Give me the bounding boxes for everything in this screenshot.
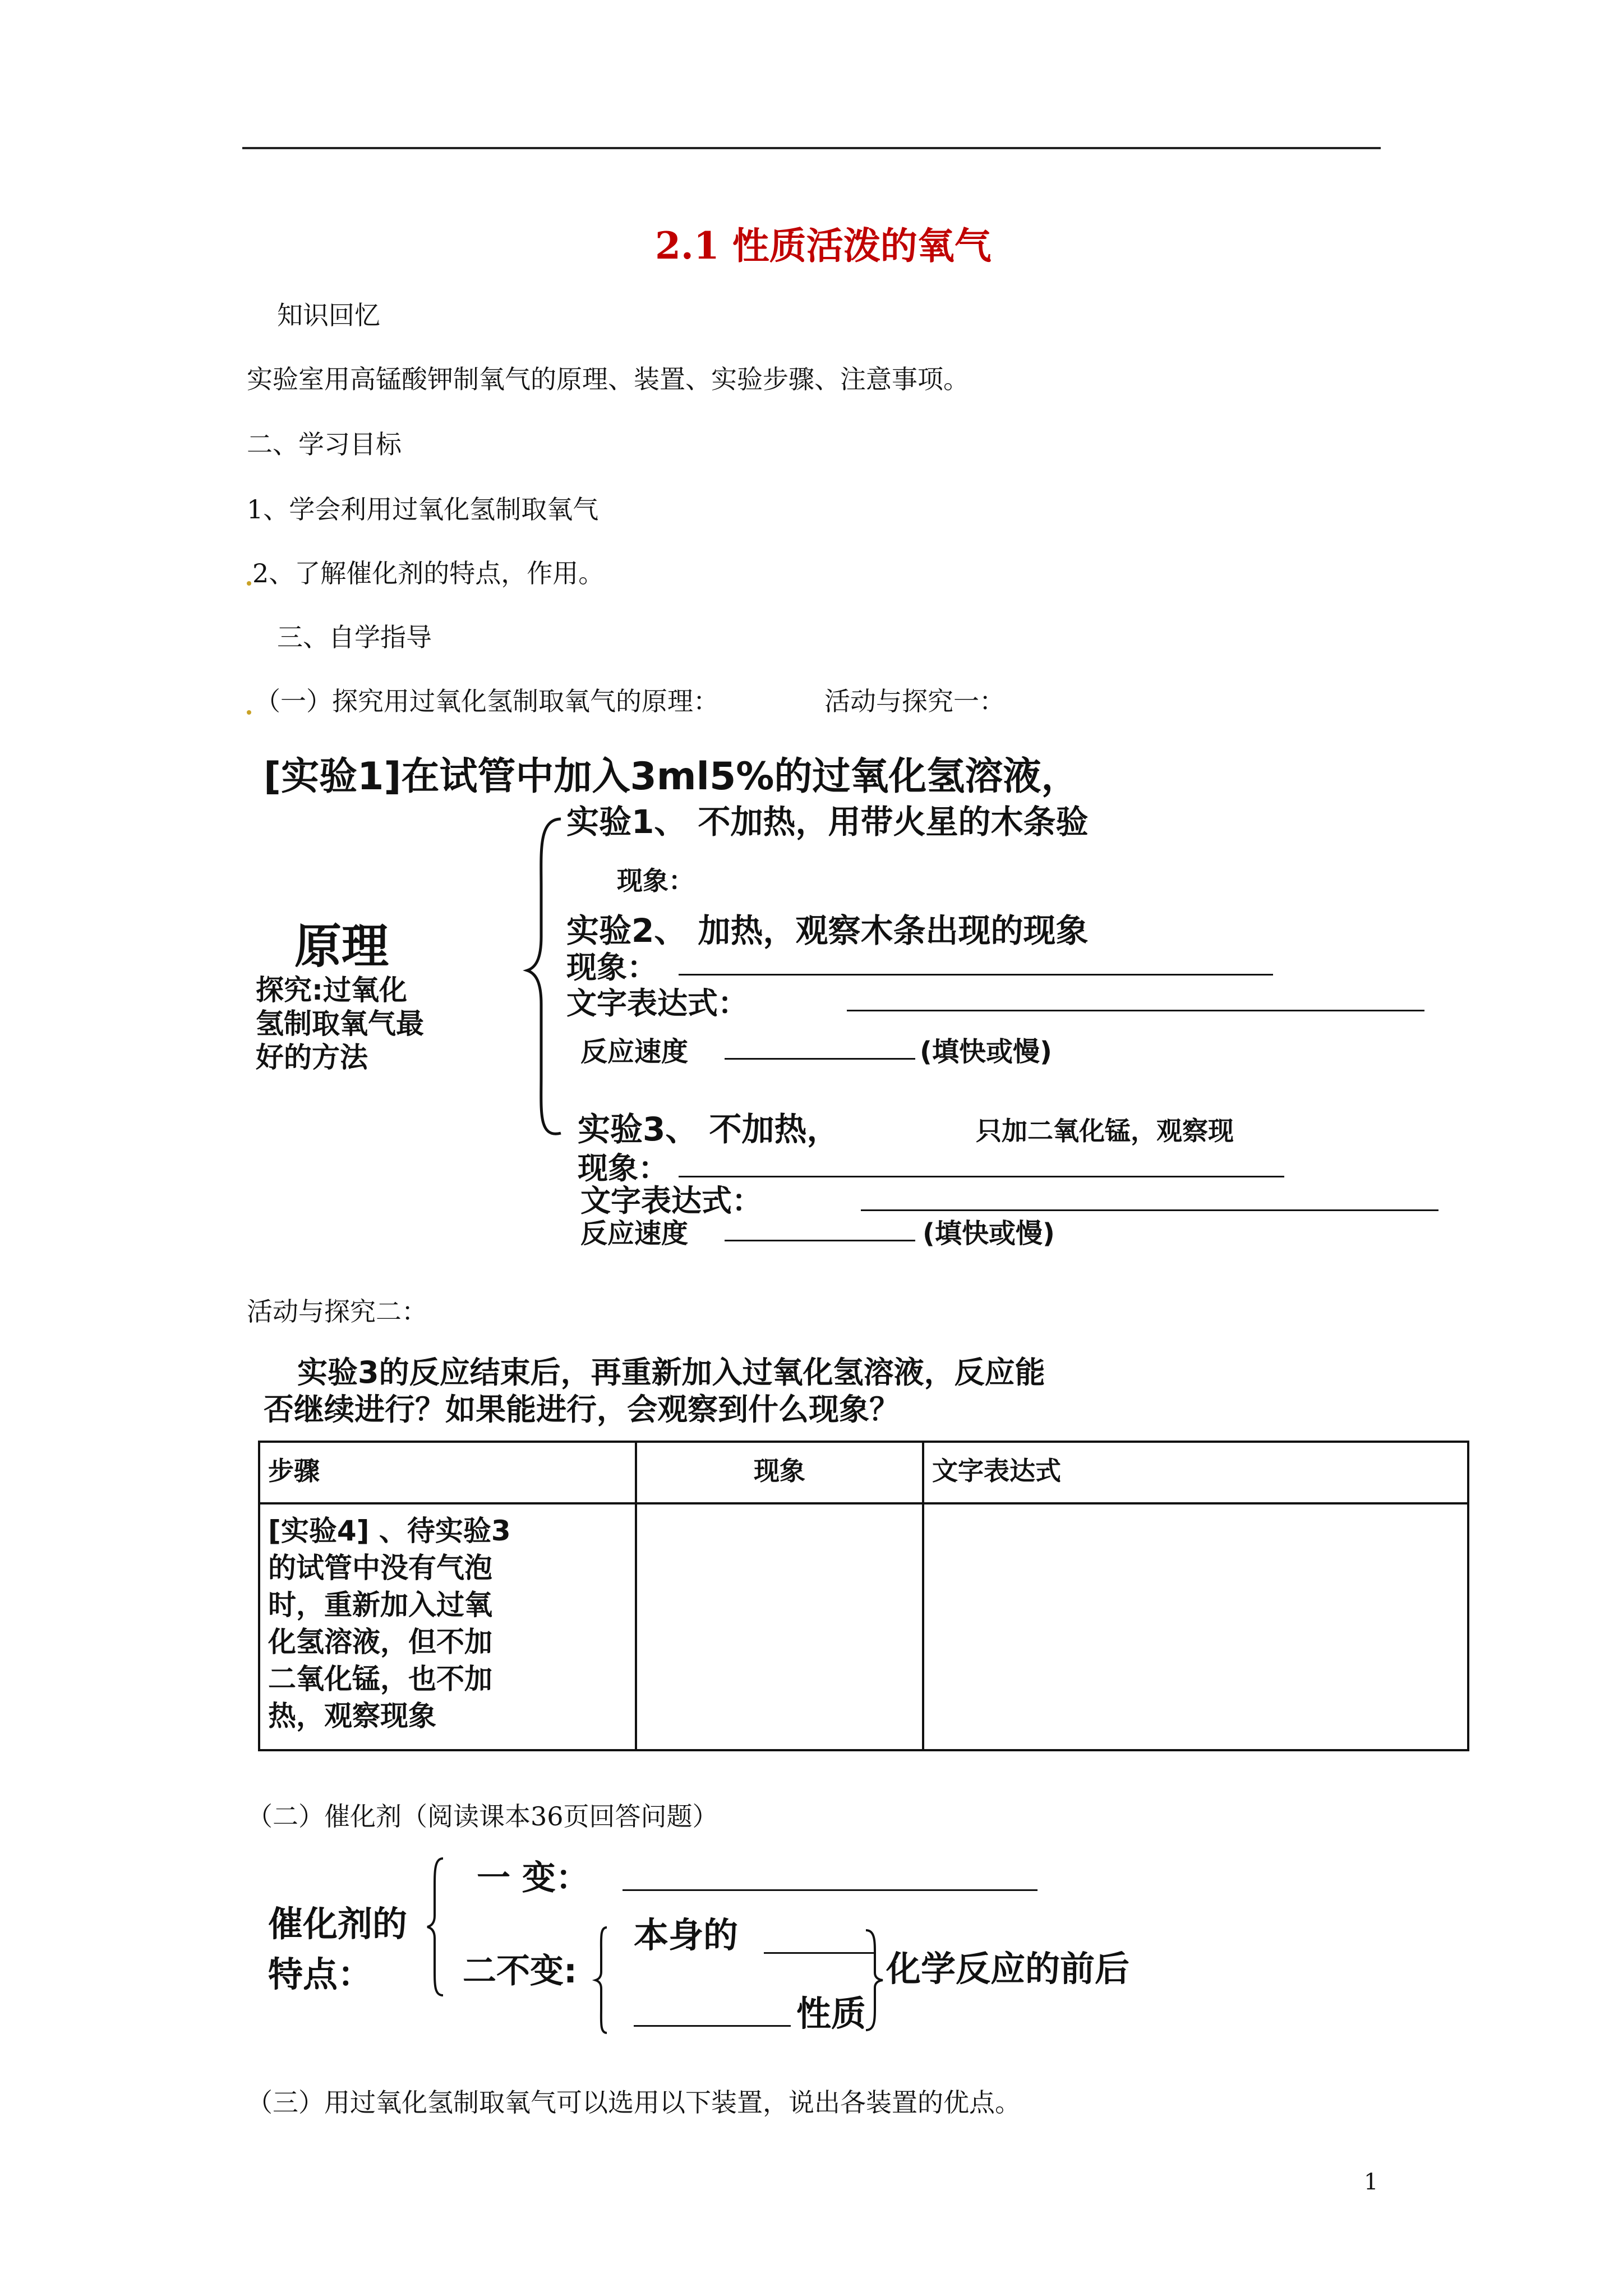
one-change-label: 一 变： <box>477 1858 589 1898</box>
one-change-blank <box>623 1889 1038 1891</box>
exp2-rate: 反应速度 <box>580 1036 689 1068</box>
exp2-observation: 现象： <box>566 950 657 985</box>
exp3-expression: 文字表达式： <box>580 1183 762 1218</box>
margin-dot <box>247 710 251 715</box>
exp2-rate-blank <box>725 1058 915 1060</box>
catalyst-label-1: 催化剂的 <box>268 1903 408 1944</box>
table-header-expression: 文字表达式 <box>923 1442 1468 1503</box>
exp1-label: 实验1、 不加热，用带火星的木条验 <box>566 803 1089 841</box>
activity2-question-line1: 实验3的反应结束后，再重新加入过氧化氢溶液，反应能 <box>297 1355 1045 1390</box>
page-title: 2.1 性质活泼的氧气 <box>655 224 992 268</box>
exp3-observation-blank <box>679 1176 1284 1177</box>
exp2-rate-hint: (填快或慢) <box>920 1036 1052 1068</box>
side-label-2: 氢制取氧气最 <box>256 1007 424 1040</box>
exp3-rate-blank <box>725 1240 915 1241</box>
property-label: 性质 <box>796 1993 866 2034</box>
guide-heading: 三、自学指导 <box>277 622 432 652</box>
exp3-label-b: 只加二氧化锰，观察现 <box>976 1116 1234 1146</box>
nochange-brace <box>594 1924 611 2036</box>
activity1-label: 活动与探究一： <box>824 686 1005 716</box>
exp3-rate: 反应速度 <box>580 1218 689 1249</box>
exp3-observation: 现象： <box>578 1151 668 1186</box>
goals-heading: 二、学习目标 <box>247 429 402 459</box>
table-row <box>259 1503 1468 1750</box>
goal-item-1: 1、学会利用过氧化氢制取氧气 <box>247 494 599 524</box>
review-heading: 知识回忆 <box>277 300 380 330</box>
table-header-row <box>259 1442 1468 1503</box>
margin-dot <box>247 581 251 586</box>
step-line: 时，重新加入过氧 <box>268 1589 492 1621</box>
principle-label: 原理 <box>294 919 389 974</box>
step-line: [实验4] 、待实验3 <box>268 1515 511 1547</box>
exp3-label-a: 实验3、 不加热， <box>578 1110 840 1148</box>
step-line: 的试管中没有气泡 <box>268 1552 492 1584</box>
exp2-label: 实验2、 加热，观察木条出现的现象 <box>566 912 1089 950</box>
exp2-expression: 文字表达式： <box>566 986 748 1021</box>
page-number: 1 <box>1364 2169 1378 2195</box>
exp2-observation-blank <box>679 974 1273 976</box>
table-header-phenomenon: 现象 <box>636 1442 923 1503</box>
table-header-step: 步骤 <box>259 1442 636 1503</box>
principle-brace <box>527 808 566 1144</box>
review-text: 实验室用高锰酸钾制氧气的原理、装置、实验步骤、注意事项。 <box>247 364 969 394</box>
table-cell-step <box>259 1503 636 1750</box>
table-cell-phenomenon <box>636 1503 923 1750</box>
part1-heading: （一）探究用过氧化氢制取氧气的原理： <box>255 686 719 716</box>
itself-blank <box>764 1952 876 1954</box>
header-rule <box>242 147 1381 149</box>
side-label-3: 好的方法 <box>256 1041 368 1074</box>
part3-heading: （三）用过氧化氢制取氧气可以选用以下装置，说出各装置的优点。 <box>247 2087 1021 2118</box>
property-blank <box>634 2025 791 2027</box>
exp3-rate-hint: (填快或慢) <box>923 1218 1055 1249</box>
goal-item-2: 2、了解催化剂的特点，作用。 <box>252 558 605 588</box>
catalyst-heading: （二）催化剂（阅读课本36页回答问题） <box>247 1801 718 1832</box>
experiment1-header: [实验1]在试管中加入3ml5%的过氧化氢溶液， <box>264 754 1080 799</box>
step-line: 化氢溶液，但不加 <box>268 1626 492 1658</box>
before-after-brace <box>864 1927 884 2033</box>
catalyst-label-2: 特点： <box>268 1954 373 1995</box>
exp2-expression-blank <box>847 1010 1424 1011</box>
table-cell-expression <box>923 1503 1468 1750</box>
before-after-label: 化学反应的前后 <box>886 1948 1130 1989</box>
experiment4-table <box>258 1441 1469 1751</box>
catalyst-brace <box>426 1854 449 2000</box>
activity2-question-line2: 否继续进行？如果能进行，会观察到什么现象？ <box>264 1392 900 1427</box>
side-label-1: 探究:过氧化 <box>256 974 407 1006</box>
exp1-observation: 现象： <box>617 866 694 896</box>
step-line: 热，观察现象 <box>268 1700 436 1732</box>
step-line: 二氧化锰，也不加 <box>268 1663 492 1695</box>
two-nochange-label: 二不变: <box>463 1952 577 1991</box>
itself-label: 本身的 <box>634 1915 739 1955</box>
activity2-label: 活动与探究二： <box>247 1296 427 1327</box>
exp3-expression-blank <box>861 1209 1438 1211</box>
